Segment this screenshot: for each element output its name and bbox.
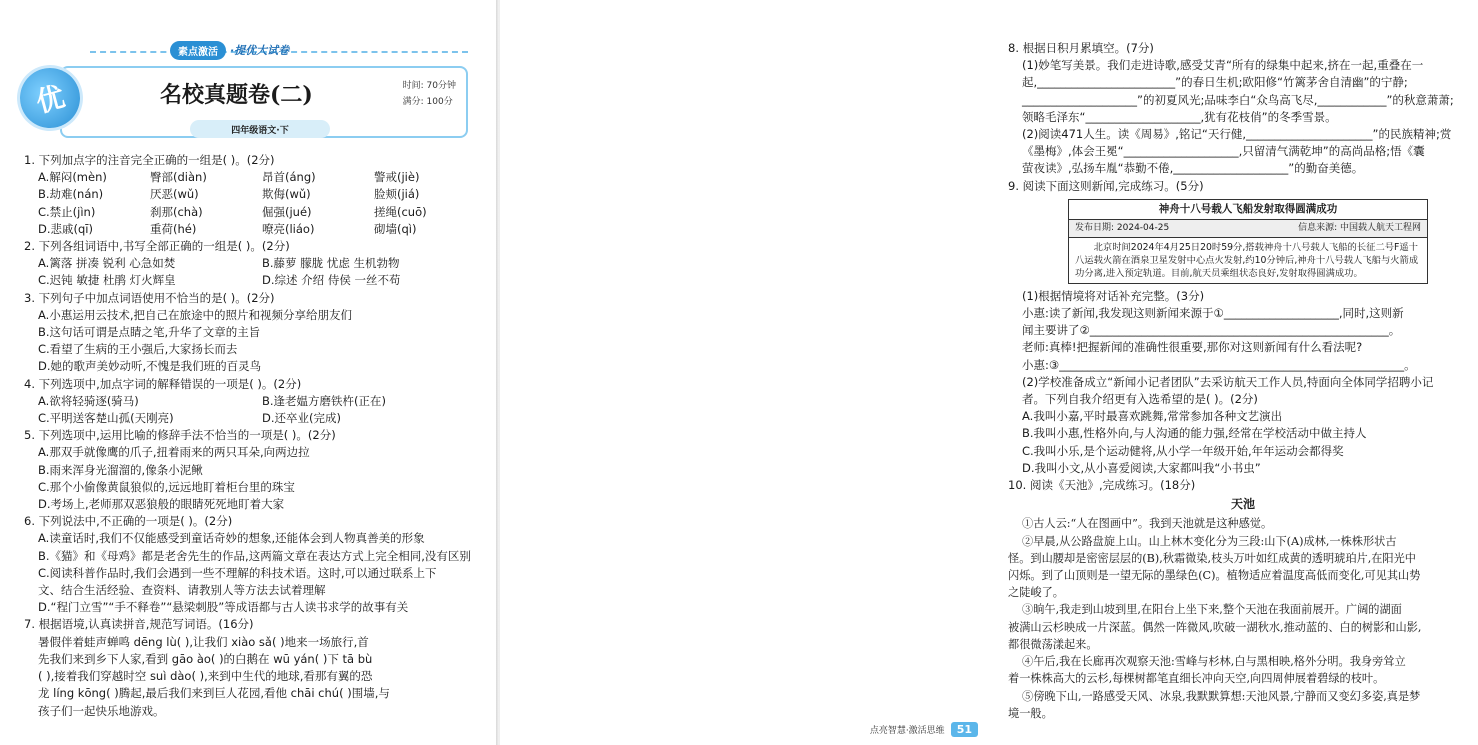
option-item: 搓绳(cuō) bbox=[374, 204, 427, 219]
news-box bbox=[1068, 199, 1428, 284]
option-item: 嘹亮(liáo) bbox=[262, 221, 315, 236]
option-row bbox=[24, 410, 486, 427]
option-item: B.逢老媪方磨铁杵(正在) bbox=[262, 393, 387, 408]
question-line: B.《猫》和《母鸡》都是老舍先生的作品,这两篇文章在表达方式上完全相同,没有区别 bbox=[38, 548, 471, 563]
question-line: 《墨梅》,体会王冕“____________________,只留清气满乾坤”的高尚品格;悟《囊 bbox=[1022, 144, 1425, 159]
question-line: B.这句话可谓是点睛之笔,升华了文章的主旨 bbox=[38, 325, 261, 340]
brand-pill: 素点激活 bbox=[170, 41, 226, 60]
question-stem: 8. 根据日积月累填空。(7分) bbox=[1008, 41, 1154, 55]
question-line: (1)根据情境将对话补充完整。(3分) bbox=[1022, 288, 1205, 303]
grade-tag: 四年级语文·下 bbox=[190, 120, 330, 138]
option-row bbox=[24, 393, 486, 410]
essay-line: 着一株株高大的云杉,每棵树都笔直细长冲向天空,向四周伸展着碧绿的枝叶。 bbox=[1008, 672, 1385, 686]
essay-line: 怪。到山腰却是密密层层的(B),秋霜微染,枝头万叶如红成黄的透明琥珀片,在阳光中 bbox=[1008, 551, 1416, 565]
question-line: D.我叫小文,从小喜爱阅读,大家都叫我“小书虫” bbox=[1022, 460, 1261, 475]
option-item: 脸颊(jiá) bbox=[374, 187, 420, 202]
question-line: C.看望了生病的王小强后,大家扬长而去 bbox=[38, 342, 238, 357]
option-item: 刹那(chà) bbox=[150, 204, 203, 219]
option-row bbox=[24, 169, 486, 186]
right-questions bbox=[1008, 40, 1478, 722]
question-line: D.她的歌声美妙动听,不愧是我们班的百灵鸟 bbox=[38, 359, 262, 374]
option-item: A.篱落 拼凑 锐利 心急如焚 bbox=[38, 256, 176, 271]
question-line: 暑假伴着蛙声蝉鸣 dēng lù( ),让我们 xiào sǎ( )地来一场旅行,首 bbox=[38, 634, 369, 649]
option-row bbox=[24, 272, 486, 289]
footer-brand: 点亮智慧·激活思维 bbox=[869, 726, 945, 736]
option-item: B.藤萝 朦胧 忧虑 生机勃物 bbox=[262, 256, 400, 271]
question-line: C.那个小偷像黄鼠狼似的,远远地盯着柜台里的珠宝 bbox=[38, 479, 295, 494]
essay-line: ②早晨,从公路盘旋上山。山上林木变化分为三段:山下(A)成林,一株株形状古 bbox=[1022, 534, 1397, 548]
option-item: C.迟钝 敏捷 杜鹃 灯火辉皇 bbox=[38, 273, 176, 288]
question-line: ____________________”的初夏风光;品味李白“众鸟高飞尽,____________”的秋意萧萧; bbox=[1022, 92, 1454, 107]
option-row bbox=[24, 221, 486, 238]
news-date: 发布日期: 2024-04-25 bbox=[1075, 222, 1170, 233]
option-item: C.禁止(jìn) bbox=[38, 204, 96, 219]
question-stem: 5. 下列选项中,运用比喻的修辞手法不恰当的一项是( )。(2分) bbox=[24, 428, 336, 443]
question-line: B.我叫小惠,性格外向,与人沟通的能力强,经常在学校活动中做主持人 bbox=[1022, 426, 1367, 441]
option-item: 砌墙(qì) bbox=[374, 221, 417, 236]
question-stem: 4. 下列选项中,加点字词的解释错误的一项是( )。(2分) bbox=[24, 376, 302, 391]
left-page bbox=[0, 0, 497, 745]
page-number: 51 bbox=[951, 722, 978, 737]
question-line: 龙 líng kōng( )腾起,最后我们来到巨人花园,看他 chāi chú( )围墙,与 bbox=[38, 686, 390, 701]
question-line: 闻主要讲了②____________________________________________________。 bbox=[1022, 323, 1401, 338]
essay-line: ④午后,我在长廊再次观察天池:雪峰与杉林,白与黑相映,格外分明。我身旁耸立 bbox=[1022, 655, 1406, 669]
question-line: 者。下列自我介绍更有入选希望的是( )。(2分) bbox=[1022, 392, 1258, 407]
question-stem: 3. 下列句子中加点词语使用不恰当的是( )。(2分) bbox=[24, 290, 275, 305]
question-line: 孩子们一起快乐地游戏。 bbox=[38, 703, 165, 718]
exam-meta bbox=[403, 78, 456, 110]
question-line: A.小惠运用云技术,把自己在旅途中的照片和视频分享给朋友们 bbox=[38, 307, 352, 322]
question-line: C.我叫小乐,是个运动健将,从小学一年级开始,年年运动会都得奖 bbox=[1022, 443, 1344, 458]
question-line: (1)妙笔写美景。我们走进诗歌,感受艾青“所有的绿集中起来,挤在一起,重叠在一 bbox=[1022, 58, 1424, 73]
exam-score: 满分: 100分 bbox=[402, 97, 453, 107]
question-line: (2)阅读471人生。读《周易》,铭记“天行健,______________________”的民族精神;赏 bbox=[1022, 127, 1452, 142]
question-stem: 7. 根据语境,认真读拼音,规范写词语。(16分) bbox=[24, 617, 254, 632]
question-stem: 10. 阅读《天池》,完成练习。(18分) bbox=[1008, 478, 1196, 493]
option-item: 厌恶(wǔ) bbox=[150, 187, 199, 202]
question-stem: 2. 下列各组词语中,书写全部正确的一组是( )。(2分) bbox=[24, 239, 290, 254]
question-line: ( ),接着我们穿越时空 suì dào( ),来到中生代的地球,看那有翼的恐 bbox=[38, 669, 373, 684]
news-source: 信息来源: 中国载人航天工程网 bbox=[1298, 222, 1421, 233]
option-item: 重荷(hé) bbox=[150, 221, 197, 236]
question-stem: 9. 阅读下面这则新闻,完成练习。(5分) bbox=[1008, 178, 1204, 193]
question-line: 老师:真棒!把握新闻的准确性很重要,那你对这则新闻有什么看法呢? bbox=[1022, 340, 1363, 355]
option-item: A.欲将轻骑逐(骑马) bbox=[38, 393, 139, 408]
essay-line: ①古人云:“人在图画中”。我到天池就是这种感觉。 bbox=[1022, 517, 1273, 531]
essay-line: 被满山云杉映成一片深蓝。偶然一阵微风,吹破一湖秋水,推动蓝的、白的树影和山影, bbox=[1008, 620, 1422, 634]
essay-line: 境一般。 bbox=[1008, 706, 1053, 720]
brand-tail: ·提优大试卷 bbox=[230, 44, 290, 57]
q9-q10 bbox=[1008, 288, 1478, 494]
essay-line: 都很微荡漾起来。 bbox=[1008, 637, 1098, 651]
question-line: 小惠:读了新闻,我发现这则新闻来源于①____________________,同时,这则新 bbox=[1022, 306, 1404, 321]
question-line: 文、结合生活经验、查资料、请教别人等方法去试着理解 bbox=[38, 583, 326, 598]
question-line: A.那双手就像鹰的爪子,扭着雨来的两只耳朵,向两边拉 bbox=[38, 445, 310, 460]
question-line: 小惠:③____________________________________________________________。 bbox=[1022, 357, 1416, 372]
question-line: A.我叫小嘉,平时最喜欢跳舞,常常参加各种文艺演出 bbox=[1022, 409, 1283, 424]
page-title: 名校真题卷(二) bbox=[160, 82, 313, 108]
option-item: 臀部(diàn) bbox=[150, 170, 207, 185]
option-item: 昂首(áng) bbox=[262, 170, 316, 185]
excellent-badge-icon: 优 bbox=[13, 61, 86, 134]
option-row bbox=[24, 204, 486, 221]
option-item: D.还卒业(完成) bbox=[262, 411, 341, 426]
option-item: C.平明送客楚山孤(天刚亮) bbox=[38, 411, 174, 426]
news-title: 神舟十八号载人飞船发射取得圆满成功 bbox=[1069, 200, 1427, 220]
question-line: 领略毛泽东“____________________,犹有花枝俏”的冬季雪景。 bbox=[1022, 109, 1337, 124]
exam-header bbox=[20, 30, 468, 150]
option-item: 欺侮(wǔ) bbox=[262, 187, 311, 202]
brand-bar bbox=[170, 40, 289, 60]
question-line: D.考场上,老师那双恶狼般的眼睛死死地盯着大家 bbox=[38, 497, 285, 512]
option-item: 警戒(jiè) bbox=[374, 170, 420, 185]
essay-line: 之陡峻了。 bbox=[1008, 586, 1064, 600]
question-line: C.阅读科普作品时,我们会遇到一些不理解的科技术语。这时,可以通过联系上下 bbox=[38, 565, 437, 580]
option-row bbox=[24, 186, 486, 203]
option-item: B.劫难(nán) bbox=[38, 187, 104, 202]
news-body: 北京时间2024年4月25日20时59分,搭载神舟十八号载人飞船的长征二号F遥十八运载火箭在酒泉卫星发射中心点火发射,约10分钟后,神舟十八号载人飞船与火箭成功分离,进入预定轨道。目前,航天员乘组状态良好,发射取得圆满成功。 bbox=[1075, 241, 1419, 279]
question-line: A.读童话时,我们不仅能感受到童话奇妙的想象,还能体会到人物真善美的形象 bbox=[38, 531, 425, 546]
right-page bbox=[500, 0, 1454, 745]
option-item: A.解闷(mèn) bbox=[38, 170, 107, 185]
question-line: 起,________________________”的春日生机;欧阳修“竹篱茅舍自清幽”的宁静; bbox=[1022, 75, 1408, 90]
q8-q9 bbox=[1008, 40, 1478, 195]
question-line: B.雨来浑身光溜溜的,像条小泥鳅 bbox=[38, 462, 203, 477]
essay-line: ③晌午,我走到山坡到里,在阳台上坐下来,整个天池在我面前展开。广阔的湖面 bbox=[1022, 603, 1402, 617]
question-line: 先我们来到乡下人家,看到 gāo ào( )的白鹅在 wū yán( )下 tā bù bbox=[38, 651, 373, 666]
question-stem: 6. 下列说法中,不正确的一项是( )。(2分) bbox=[24, 514, 233, 529]
essay-line: 闪烁。到了山顶则是一望无际的墨绿色(C)。植物适应着温度高低而变化,可见其山势 bbox=[1008, 569, 1421, 583]
question-stem: 1. 下列加点字的注音完全正确的一组是( )。(2分) bbox=[24, 153, 275, 167]
question-line: 萤夜读》,弘扬车胤“恭勤不倦,____________________”的勤奋美德。 bbox=[1022, 161, 1364, 176]
exam-time: 时间: 70分钟 bbox=[402, 81, 456, 91]
essay-body bbox=[1008, 515, 1478, 721]
option-item: 倔强(jué) bbox=[262, 204, 312, 219]
left-questions bbox=[24, 152, 486, 720]
option-row bbox=[24, 255, 486, 272]
option-item: D.综述 介绍 侍侯 一丝不苟 bbox=[262, 273, 401, 288]
option-item: D.悲戚(qī) bbox=[38, 221, 93, 236]
news-meta bbox=[1069, 220, 1427, 238]
question-line: D.“程门立雪”“手不释卷”“悬梁刺股”等成语都与古人读书求学的故事有关 bbox=[38, 600, 409, 615]
page-footer bbox=[870, 722, 978, 737]
essay-title: 天池 bbox=[1230, 497, 1255, 512]
question-line: (2)学校准备成立“新闻小记者团队”去采访航天工作人员,特面向全体同学招聘小记 bbox=[1022, 374, 1434, 389]
essay-line: ⑤傍晚下山,一路感受天风、冰泉,我默默算想:天池风景,宁静而又变幻多姿,真是梦 bbox=[1022, 689, 1421, 703]
